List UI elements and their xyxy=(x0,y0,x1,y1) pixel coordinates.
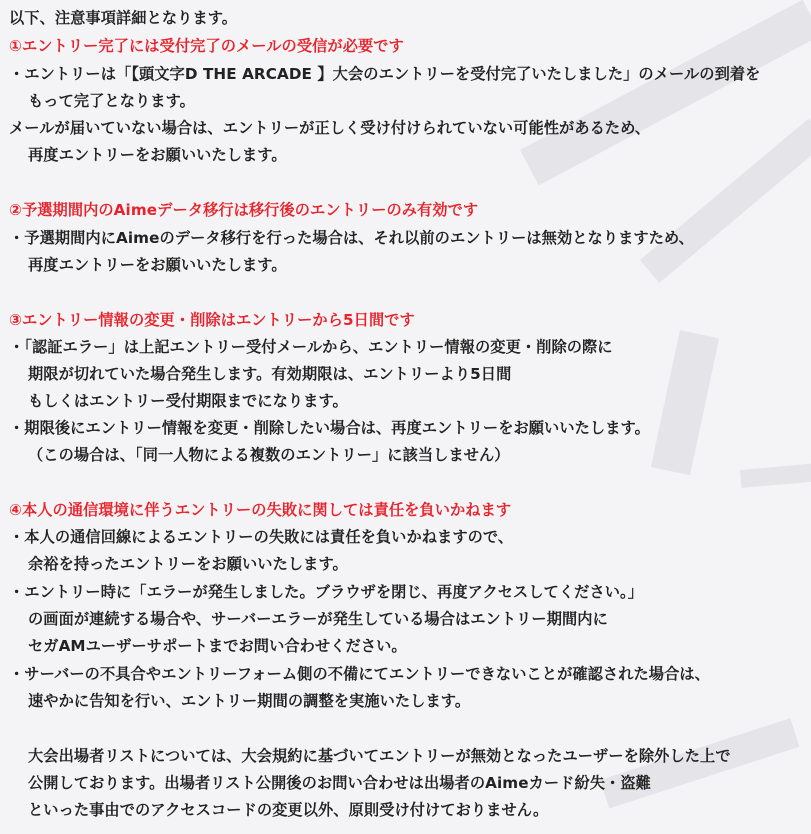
closing-line: 公開しております。出場者リスト公開後のお問い合わせは出場者のAimeカード紛失・盗難 xyxy=(28,774,651,792)
section-heading: ③エントリー情報の変更・削除はエントリーから5日間です xyxy=(9,311,415,329)
section-line: もしくはエントリー受付期限までになります。 xyxy=(28,392,348,410)
section-line: ・本人の通信回線によるエントリーの失敗には責任を負いかねますので、 xyxy=(9,528,514,546)
section-line: 再度エントリーをお願いいたします。 xyxy=(28,146,287,164)
section-line: 余裕を持ったエントリーをお願いいたします。 xyxy=(28,555,348,573)
section-heading: ④本人の通信環境に伴うエントリーの失敗に関しては責任を負いかねます xyxy=(9,501,512,519)
section-line: もって完了となります。 xyxy=(28,92,195,110)
intro-text: 以下、注意事項詳細となります。 xyxy=(9,9,238,27)
section-line: 期限が切れていた場合発生します。有効期限は、エントリーより5日間 xyxy=(28,365,512,383)
section-line: 速やかに告知を行い、エントリー期間の調整を実施いたします。 xyxy=(28,692,471,710)
section-line: ・「認証エラー」は上記エントリー受付メールから、エントリー情報の変更・削除の際に xyxy=(9,338,613,356)
section-line: メールが届いていない場合は、エントリーが正しく受け付けられていない可能性があるため、 xyxy=(9,119,651,137)
section-line: ・予選期間内にAimeのデータ移行を行った場合は、それ以前のエントリーは無効となりますため、 xyxy=(9,229,694,247)
closing-line: といった事由でのアクセスコードの変更以外、原則受け付けておりません。 xyxy=(28,801,549,819)
section-line: の画面が連続する場合や、サーバーエラーが発生している場合はエントリー期間内に xyxy=(28,610,608,628)
section-line: セガAMユーザーサポートまでお問い合わせください。 xyxy=(28,637,407,655)
section-line: ・エントリー時に「エラーが発生しました。ブラウザを閉じ、再度アクセスしてください。」 xyxy=(9,583,644,601)
section-line: ・期限後にエントリー情報を変更・削除したい場合は、再度エントリーをお願いいたします。 xyxy=(9,419,650,437)
section-line: ・エントリーは「【頭文字D THE ARCADE 】大会のエントリーを受付完了いたしました」のメールの到着を xyxy=(9,65,761,83)
section-heading: ②予選期間内のAimeデータ移行は移行後のエントリーのみ有効です xyxy=(9,201,479,219)
section-line: ・サーバーの不具合やエントリーフォーム側の不備にてエントリーできないことが確認された場合は、 xyxy=(9,665,710,683)
closing-line: 大会出場者リストについては、大会規約に基づいてエントリーが無効となったユーザーを除外した上で xyxy=(28,747,731,765)
section-line: 再度エントリーをお願いいたします。 xyxy=(28,256,287,274)
section-heading: ①エントリー完了には受付完了のメールの受信が必要です xyxy=(9,37,404,55)
section-line: （この場合は、「同一人物による複数のエントリー」に該当しません） xyxy=(28,446,510,464)
